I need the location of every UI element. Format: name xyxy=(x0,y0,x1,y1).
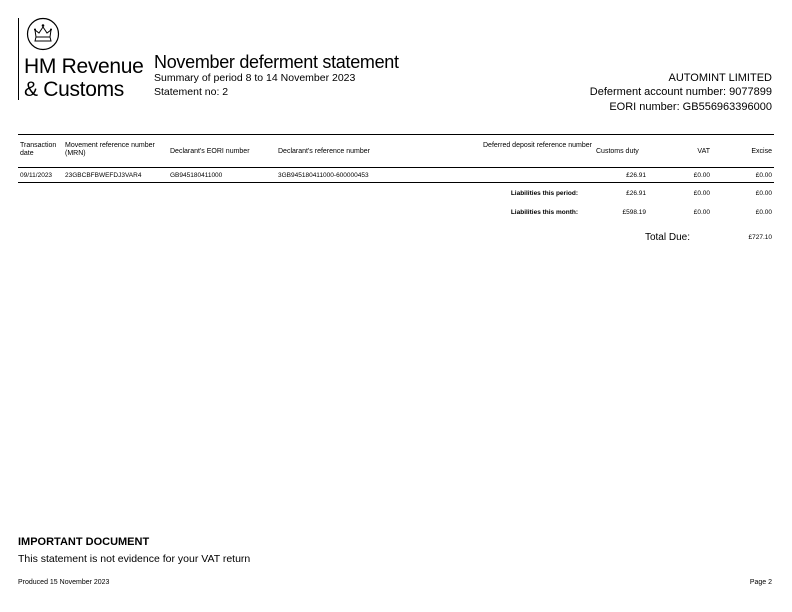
page-number: Page 2 xyxy=(749,579,772,586)
royal-crest-icon xyxy=(24,17,62,51)
total-due-value: £727.10 xyxy=(748,234,772,241)
produced-date: Produced 15 November 2023 xyxy=(18,579,110,586)
row-vat: £0.00 xyxy=(693,172,710,179)
liabilities-month-vat: £0.00 xyxy=(693,209,710,216)
liabilities-period-excise: £0.00 xyxy=(755,190,772,197)
deferment-account-number: Deferment account number: 9077899 xyxy=(589,86,772,98)
liabilities-period-vat: £0.00 xyxy=(693,190,710,197)
row-excise: £0.00 xyxy=(755,172,772,179)
row-declarant-eori: GB945180411000 xyxy=(170,172,223,179)
logo-text-line1: HM Revenue xyxy=(24,55,144,78)
header-vat: VAT xyxy=(697,148,710,155)
statement-number: Statement no: 2 xyxy=(154,86,229,98)
row-declarant-reference: 3GB945180411000-600000453 xyxy=(278,172,369,179)
header-excise: Excise xyxy=(751,148,772,155)
row-mrn: 23GBCBFBWEFDJ3VAR4 xyxy=(65,172,142,179)
table-row-rule xyxy=(18,182,774,183)
header-declarant-reference: Declarant's reference number xyxy=(278,148,370,155)
vat-notice: This statement is not evidence for your VAT return xyxy=(18,553,251,565)
liabilities-period-label: Liabilities this period: xyxy=(510,190,578,197)
table-header-rule xyxy=(18,167,774,168)
page-title: November deferment statement xyxy=(154,52,399,72)
header-mrn: Movement reference number (MRN) xyxy=(65,142,155,157)
table-top-rule xyxy=(18,134,774,135)
liabilities-month-customs-duty: £598.19 xyxy=(622,209,646,216)
liabilities-period-customs-duty: £26.91 xyxy=(626,190,646,197)
logo-text-line2: & Customs xyxy=(24,78,124,101)
header-declarant-eori: Declarant's EORI number xyxy=(170,148,250,155)
header-deposit-reference: Deferred deposit reference number xyxy=(483,142,592,149)
header-transaction-date: Transaction date xyxy=(20,142,57,157)
liabilities-month-excise: £0.00 xyxy=(755,209,772,216)
header-customs-duty: Customs duty xyxy=(596,148,639,155)
company-name: AUTOMINT LIMITED xyxy=(668,72,772,84)
total-due-label: Total Due: xyxy=(644,232,690,243)
row-transaction-date: 09/11/2023 xyxy=(20,172,53,179)
liabilities-month-label: Liabilities this month: xyxy=(510,209,578,216)
period-summary: Summary of period 8 to 14 November 2023 xyxy=(154,72,356,84)
eori-number: EORI number: GB556963396000 xyxy=(609,101,772,113)
important-document-heading: IMPORTANT DOCUMENT xyxy=(18,536,150,548)
logo-divider xyxy=(18,18,19,100)
row-customs-duty: £26.91 xyxy=(626,172,646,179)
